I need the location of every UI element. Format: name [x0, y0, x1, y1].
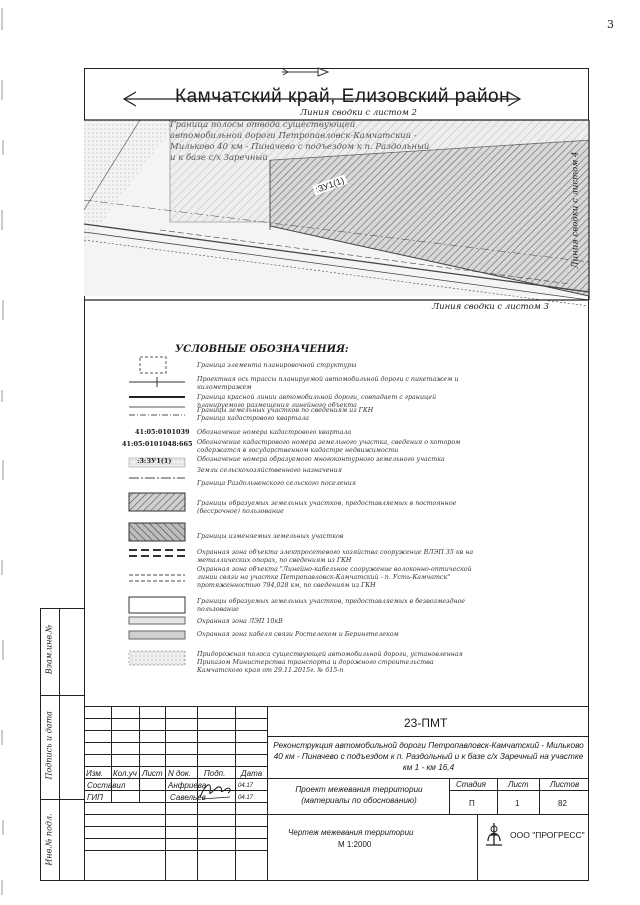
sheets-value: 82 [558, 799, 567, 808]
legend-item-14: Охранная зона объекта "Линейно-кабельное сооружение волоконно-оптической линии связи на участке Петропавловск-Камчатский - п. Усть-Камчатск" протяженностью 794,028 км, по сведениям из ГКН [197, 566, 472, 589]
company-name: ООО "ПРОГРЕСС" [510, 830, 585, 840]
document-code: 23-ПМТ [404, 716, 448, 730]
drawing-scale: М 1:2000 [338, 840, 372, 849]
company-logo-icon [482, 821, 506, 847]
page-number: 3 [607, 18, 614, 31]
date-sostavil: 04.17 [238, 783, 254, 789]
legend-item-7: Обозначение кадастрового номера земельного участка, сведения о котором содержатся в государственном кадастре недвижимости [197, 439, 461, 454]
header-izm: Изм. [86, 769, 104, 778]
cadastral-map [0, 0, 640, 340]
header-data: Дата [241, 769, 263, 778]
legend-item-15: Границы образуемых земельных участков, предоставляемых в безвозмездное пользование [197, 598, 466, 613]
sheet-value: 1 [515, 799, 520, 808]
legend-item-13: Охранная зона объекта электросетевого хозяйства сооружение ВЛЭП 35 кв на металлических опорах, по сведениям из ГКН [197, 549, 474, 564]
stage-value: П [469, 799, 475, 808]
svodka-bottom-label: Линия сводки с листом 3 [432, 302, 549, 312]
svodka-top-label: Линия сводки с листом 2 [300, 108, 417, 118]
legend-item-10: Граница Раздольненского сельского поселения [197, 480, 356, 487]
legend-item-8: Обозначение номера образуемого многоконтурного земельного участка [197, 456, 445, 463]
sheets-label: Листов [550, 780, 580, 789]
map-title: Камчатский край, Елизовский район [175, 86, 511, 107]
legend-item-16: Охранная зона ЛЭП 10кВ [197, 618, 283, 625]
drawing-title: Чертеж межевания территории [288, 828, 414, 837]
legend-item-3: Граница красной линии автомобильной дороги, совпадает с границей планируемого размещения линейного объекта [197, 394, 437, 409]
podpis-data-label: Подпись и дата [44, 711, 54, 780]
sheet-label: Лист [508, 780, 529, 789]
legend-item-9: Земли сельскохозяйственного назначения [197, 467, 342, 474]
stage-label: Стадия [456, 780, 486, 789]
legend-item-4: Границы земельных участков по сведениям из ГКН [197, 407, 374, 414]
legend-item-12: Границы изменяемых земельных участков [197, 533, 344, 540]
legend-item-11: Границы образуемых земельных участков, предоставляемых в постоянное (бессрочное) пользование [197, 500, 457, 515]
svodka-right-label: Линия сводки с листом 4 [570, 151, 581, 269]
header-kol-uch: Кол.уч [113, 769, 137, 778]
project-description: Реконструкция автомобильной дороги Петропавловск-Камчатский - Мильково 40 км - Пиначево с подъездом к п. Раздольный и к базе с/х Заречный на участке км 1 - км 16,4 [273, 741, 584, 772]
legend-symbol-1 [140, 357, 166, 373]
legend-item-2: Проектная ось трассы планируемой автомобильной дороги с пикетажем и километражем [197, 376, 459, 391]
name-sostavil: Анфриева [168, 781, 207, 790]
parcel-label: :ЗУ1(1) [314, 175, 346, 195]
legend-item-6: Обозначение номера кадастрового квартала [197, 429, 352, 436]
legend-title: УСЛОВНЫЕ ОБОЗНАЧЕНИЯ: [175, 344, 349, 355]
role-sostavil: Составил [87, 781, 126, 790]
legend-code-7: 41:05:0101048:665 [122, 440, 193, 448]
header-n-dok: N док. [168, 769, 191, 778]
inv-podl-label: Инв.№ подл. [44, 813, 54, 866]
vzam-inv-label: Взам.инв.№ [44, 624, 54, 675]
legend-symbols [115, 355, 195, 685]
name-gip: Савельев [170, 793, 206, 802]
side-stamp [40, 608, 84, 881]
header-list: Лист [142, 769, 163, 778]
legend-item-1: Граница элемента планировочной структуры [197, 362, 357, 369]
north-arrow-icon [282, 68, 328, 76]
legend-item-5: Граница кадастрового квартала [197, 415, 310, 422]
date-gip: 04.17 [238, 795, 254, 801]
legend-code-8: :3:ЗУ1(1) [137, 457, 172, 465]
legend-item-18: Придорожная полоса существующей автомобильной дороги, установленная Приказом Министерства транспорта и дорожного строительства Камчатского края от 29.11.2015г. № 615-п [197, 651, 463, 674]
legend-code-6: 41:05:0101039 [135, 428, 190, 436]
signature [198, 779, 234, 803]
role-gip: ГИП [87, 793, 103, 802]
legend-item-17: Охранная зона кабеля связи Ростелеком и Берингтелеком [197, 631, 399, 638]
title-block [84, 706, 589, 881]
doc-title: Проект межевания территории (материалы по обоснованию) [295, 785, 423, 805]
header-podp: Подп. [204, 769, 226, 778]
road-boundary-note: Граница полосы отвода существующей автомобильной дороги Петропавловск-Камчатский - Мильково 40 км - Пиначево с подъездом к п. Раздольный и к базе с/х Заречный [170, 120, 430, 163]
